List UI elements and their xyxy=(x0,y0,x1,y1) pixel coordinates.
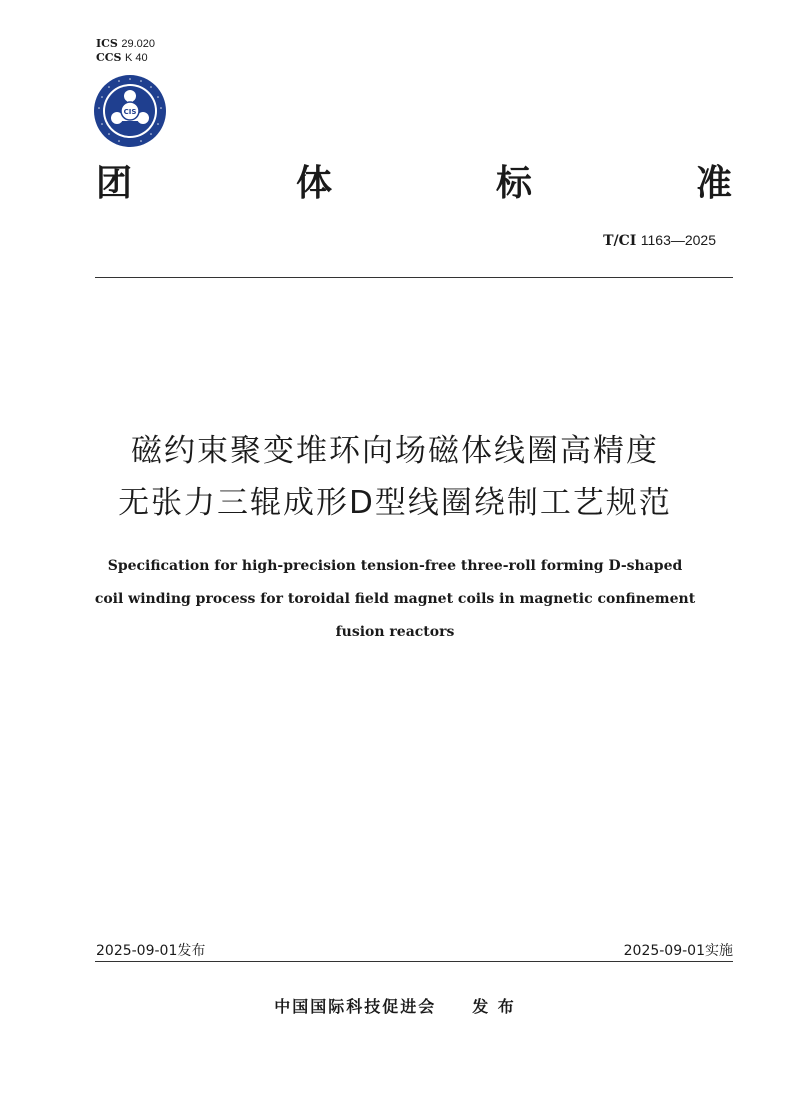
english-title xyxy=(0,550,790,649)
footer-divider xyxy=(95,961,733,962)
english-title-line-3: fusion reactors xyxy=(335,624,455,640)
ics-code: 29.020 xyxy=(121,38,156,50)
publisher-line xyxy=(0,994,790,1017)
ccs-label: CCS xyxy=(96,51,122,64)
classification-codes xyxy=(96,37,155,65)
standard-type-char: 准 xyxy=(695,163,732,204)
cis-seal-logo xyxy=(93,74,167,148)
chinese-title-line-1: 磁约束聚变堆环向场磁体线圈高精度 xyxy=(131,433,659,469)
standard-type-char: 体 xyxy=(295,163,332,204)
chinese-title-line-2: 无张力三辊成形D型线圈绕制工艺规范 xyxy=(118,485,672,521)
standard-number xyxy=(603,232,716,249)
svg-text:CIS: CIS xyxy=(123,108,137,116)
publisher-action: 发 布 xyxy=(472,997,516,1016)
english-title-line-1: Specification for high-precision tension-free three-roll forming D-shaped xyxy=(107,558,683,574)
standard-type-char: 团 xyxy=(96,163,133,204)
standard-number-value: 1163—2025 xyxy=(640,232,716,248)
standard-number-prefix: T/CI xyxy=(603,233,637,249)
publisher-name: 中国国际科技促进会 xyxy=(274,997,437,1016)
standard-type-heading xyxy=(96,162,732,206)
english-title-line-2: coil winding process for toroidal field magnet coils in magnetic confinement xyxy=(94,591,696,607)
ics-label: ICS xyxy=(96,37,118,50)
chinese-title xyxy=(0,425,790,529)
header-divider xyxy=(95,277,733,278)
ics-line xyxy=(96,37,155,51)
implementation-date: 2025-09-01实施 xyxy=(623,943,733,959)
ccs-code: K 40 xyxy=(124,52,148,64)
standard-type-char: 标 xyxy=(495,163,532,204)
ccs-line xyxy=(96,51,155,65)
issue-date: 2025-09-01发布 xyxy=(96,943,206,959)
